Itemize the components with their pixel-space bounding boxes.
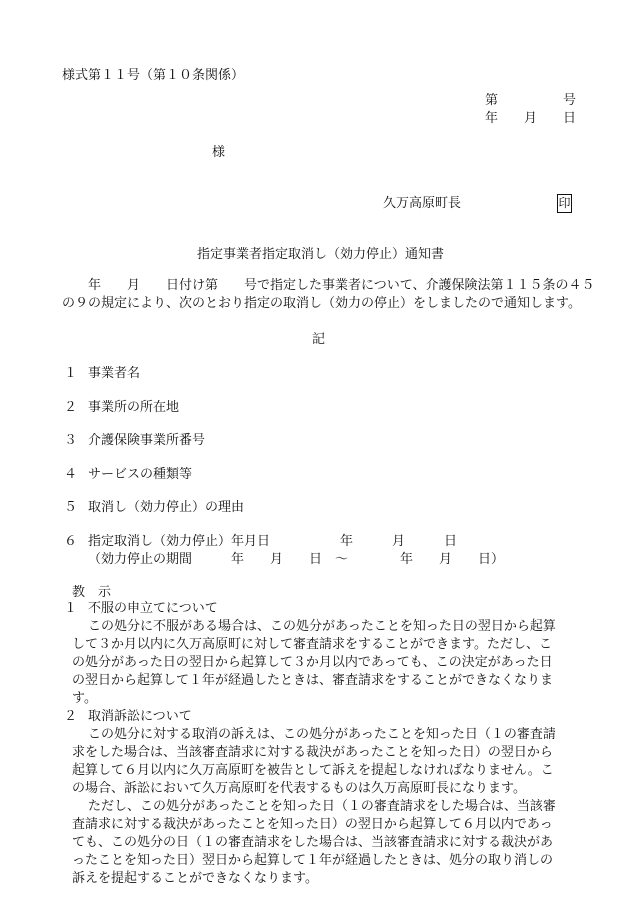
paragraph-line (0, 851, 630, 869)
suspension-period: （効力停止の期間 年 月 日 ～ 年 月 日） (88, 551, 505, 566)
paragraph-line (0, 869, 630, 887)
section-number: １ (64, 600, 78, 615)
section-title: 不服の申立てについて (88, 600, 218, 615)
body-line-1: 年 月 日付け第 号で指定した事業者について、介護保険法第１１５条の４５ (88, 277, 595, 292)
paragraph-line (0, 635, 630, 653)
paragraph-line (0, 779, 630, 797)
section-title: 取消訴訟について (88, 708, 192, 723)
instruction-section-title (0, 599, 630, 617)
paragraph-text: して３か月以内に久万高原町に対して審査請求をすることができます。ただし、こ (72, 636, 552, 651)
form-label: 様式第１１号（第１０条関係） (62, 67, 245, 82)
paragraph-line (0, 743, 630, 761)
item-number: １ (64, 365, 78, 380)
paragraph-line (0, 653, 630, 671)
paragraph-line (0, 815, 630, 833)
item-label-reason: 取消し（効力停止）の理由 (88, 499, 245, 514)
paragraph-text: この処分に対する取消の訴えは、この処分があったことを知った日（１の審査請 (88, 726, 556, 741)
section-number: ２ (64, 708, 78, 723)
document-number: 第 号 (485, 92, 577, 107)
paragraph-text: の処分があった日の翌日から起算して３か月以内であっても、この決定があった日 (72, 654, 553, 669)
paragraph-line (0, 617, 630, 635)
ki-heading: 記 (312, 331, 326, 346)
paragraph-text: 求をした場合は、当該審査請求に対する裁決があったことを知った日）の翌日から (72, 744, 553, 759)
paragraph-text: の場合、訴訟において久万高原町を代表するものは久万高原町長になります。 (72, 780, 526, 795)
paragraph-line (0, 725, 630, 743)
instruction-section-title (0, 707, 630, 725)
item-label-effective-date: 指定取消し（効力停止）年月日 (88, 533, 271, 548)
item-label-office-address: 事業所の所在地 (88, 399, 180, 414)
item-label-business-name: 事業者名 (88, 365, 141, 380)
paragraph-text: ても、この処分の日（１の審査請求をした場合は、当該審査請求に対する裁決があ (72, 834, 554, 849)
item-number: ３ (64, 432, 78, 447)
document-title: 指定事業者指定取消し（効力停止）通知書 (197, 246, 445, 261)
item-label-office-number: 介護保険事業所番号 (88, 432, 206, 447)
paragraph-line (0, 689, 630, 707)
paragraph-text: 訴えを提起することができなくなります。 (72, 870, 318, 885)
item-label-service-type: サービスの種類等 (88, 466, 193, 481)
paragraph-line (0, 761, 630, 779)
paragraph-text: 起算して６月以内に久万高原町を被告として訴えを提起しなければなりません。こ (72, 762, 554, 777)
item-number: ２ (64, 399, 78, 414)
item-number: ６ (64, 533, 78, 548)
paragraph-text: す。 (72, 690, 97, 705)
addressee-suffix: 様 (212, 144, 226, 159)
paragraph-line (0, 833, 630, 851)
item-number: ５ (64, 499, 78, 514)
instruction-section (0, 599, 630, 887)
paragraph-text: ただし、この処分があったことを知った日（１の審査請求をした場合は、当該審 (88, 798, 556, 813)
paragraph-text: ったことを知った日）翌日から起算して１年が経過したときは、処分の取り消しの (72, 852, 554, 867)
item-number: ４ (64, 466, 78, 481)
instruction-heading: 教 示 (72, 584, 112, 599)
effective-date-blank: 年 月 日 (340, 533, 458, 548)
document-date: 年 月 日 (485, 110, 577, 125)
body-line-2: の９の規定により、次のとおり指定の取消し（効力の停止）をしましたので通知します。 (62, 295, 581, 310)
paragraph-text: 査請求に対する裁決があったことを知った日）の翌日から起算して６月以内であっ (72, 816, 553, 831)
paragraph-line (0, 797, 630, 815)
paragraph-text: この処分に不服がある場合は、この処分があったことを知った日の翌日から起算 (88, 618, 556, 633)
sender-title: 久万高原町長 (383, 195, 462, 210)
seal-box: 印 (557, 194, 572, 213)
paragraph-text: の翌日から起算して１年が経過したときは、審査請求をすることができなくなりま (72, 672, 554, 687)
paragraph-line (0, 671, 630, 689)
